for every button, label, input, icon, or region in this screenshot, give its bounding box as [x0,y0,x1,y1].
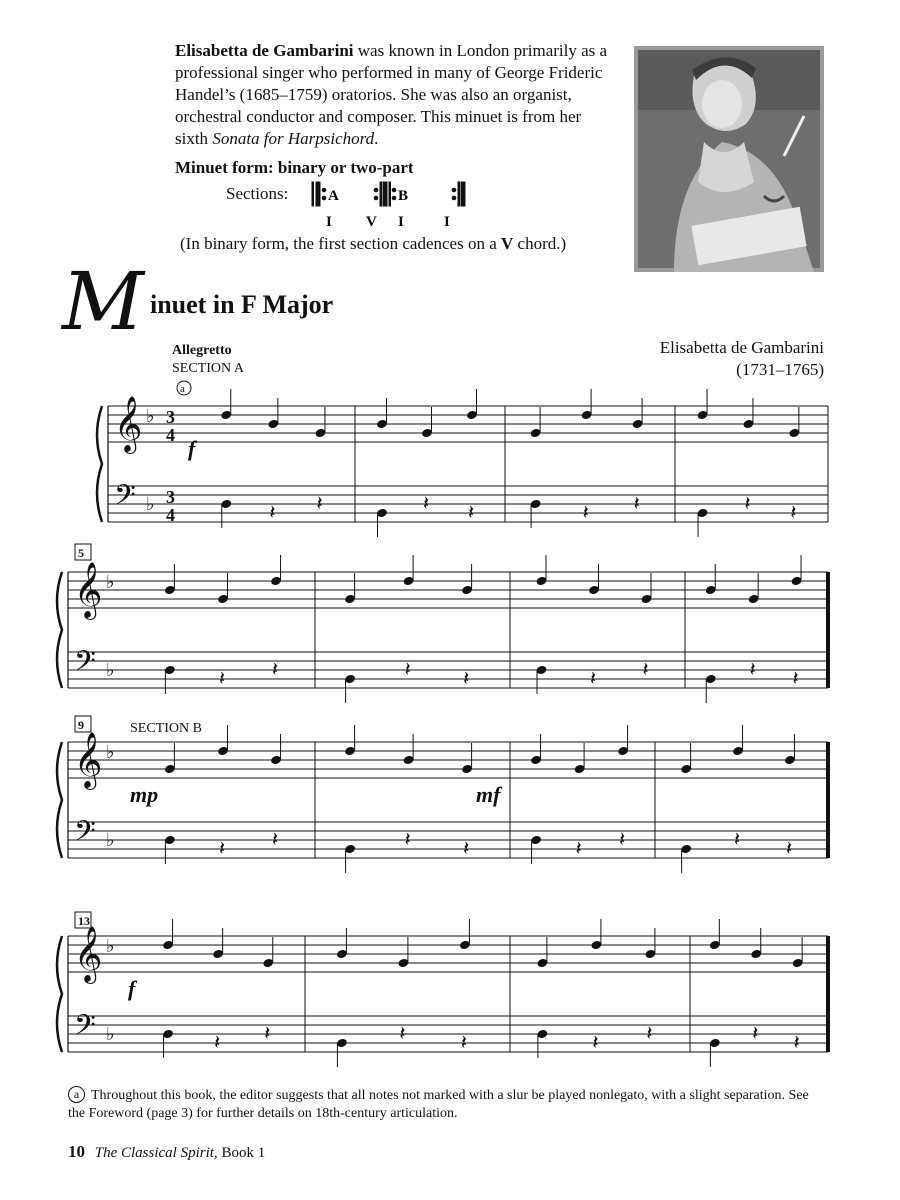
quarter-rest: 𝄽 [404,829,411,851]
quarter-rest: 𝄽 [218,668,226,690]
dynamic-f: f [188,436,196,461]
chord-3: I [398,214,404,228]
bass-clef: 𝄢 [74,1011,96,1048]
composer-credit-name: Elisabetta de Gambarini [659,338,824,357]
binary-note-chord: V [501,234,514,253]
bass-clef: 𝄢 [74,817,96,854]
composer-biography [175,40,615,150]
footnote [68,1086,828,1123]
quarter-rest: 𝄽 [582,502,589,524]
title-initial: M [62,255,144,348]
time-sig-top: 3 [166,407,175,427]
dynamic-f-2: f [128,976,136,1001]
tempo-marking: Allegretto [172,343,232,358]
chord-2: V [366,214,377,228]
dynamic-mp: mp [130,782,159,807]
time-sig-top-bass: 3 [166,487,175,507]
quarter-rest: 𝄽 [399,1023,406,1045]
bass-clef: 𝄢 [74,647,96,684]
quarter-rest: 𝄽 [734,829,741,851]
quarter-rest: 𝄽 [423,493,430,515]
brace [57,742,62,858]
quarter-rest: 𝄽 [404,659,411,681]
quarter-rest: 𝄽 [272,659,279,681]
repeat-start-thick [316,182,320,206]
flat-key-signature: ♭ [106,936,115,956]
treble-clef: 𝄞 [74,928,103,981]
quarter-rest: 𝄽 [752,1023,759,1045]
quarter-rest: 𝄽 [590,668,597,690]
treble-clef: 𝄞 [74,734,103,787]
book-title: The Classical Spirit, [94,1145,218,1161]
flat-key-signature: ♭ [106,572,115,592]
chord-4: I [444,214,450,228]
quarter-rest: 𝄽 [463,668,470,690]
quarter-rest: 𝄽 [575,838,582,860]
flat-key-signature: ♭ [106,742,115,762]
measure-number: 5 [78,546,84,560]
time-sig-bottom-bass: 4 [166,505,175,525]
brace [57,572,62,688]
quarter-rest: 𝄽 [749,659,756,681]
flat-key-signature: ♭ [106,830,115,850]
brace [57,936,62,1052]
quarter-rest: 𝄽 [642,659,649,681]
time-sig-bottom: 4 [166,425,175,445]
quarter-rest: 𝄽 [793,1032,800,1054]
quarter-rest: 𝄽 [463,838,470,860]
measure-number: 9 [78,718,84,732]
binary-form-diagram [310,180,470,228]
treble-clef: 𝄞 [114,398,143,451]
section-a-label: A [328,188,339,204]
quarter-rest: 𝄽 [744,493,751,515]
quarter-rest: 𝄽 [316,493,323,515]
bass-clef: 𝄢 [114,481,136,518]
title-rest: inuet in F Major [150,290,334,319]
composer-name: Elisabetta de Gambarini [175,41,354,60]
quarter-rest: 𝄽 [592,1032,599,1054]
book-number: Book 1 [221,1145,266,1161]
footnote-marker: a [68,1086,85,1103]
biography-end: . [374,129,379,148]
flat-key-signature: ♭ [106,660,115,680]
composer-portrait [634,46,824,272]
brace [97,406,102,522]
page-number: 10 [68,1142,85,1161]
footnote-text: Throughout this book, the editor suggests that all notes not marked with a slur be played nonlegato, with a slight separation. See the Foreword (page 3) for further details on 18th-century articulation. [68,1088,809,1121]
quarter-rest: 𝄽 [468,502,475,524]
repeat-start-thin [312,182,314,206]
quarter-rest: 𝄽 [272,829,279,851]
quarter-rest: 𝄽 [792,668,799,690]
quarter-rest: 𝄽 [646,1023,653,1045]
measure-number: 13 [78,914,90,928]
dynamic-mf: mf [476,782,501,807]
treble-clef: 𝄞 [74,564,103,617]
quarter-rest: 𝄽 [785,838,793,860]
flat-key-signature: ♭ [146,406,155,426]
quarter-rest: 𝄽 [214,1032,221,1054]
composer-credit [660,337,824,381]
flat-key-signature: ♭ [106,1024,115,1044]
binary-form-note [180,234,566,254]
footnote-circle-letter: a [180,383,185,395]
quarter-rest: 𝄽 [218,838,226,860]
section-b-heading: SECTION B [130,721,202,736]
quarter-rest: 𝄽 [619,829,626,851]
quarter-rest: 𝄽 [633,493,640,515]
sheet-music [0,380,900,1100]
biography-text: was known in London primarily as a professional singer who performed in many of George Frideric Handel’s (1685–1759) oratorios. She was also an organist, orchestral conductor and composer. This minuet is from her sixth [175,41,608,148]
quarter-rest: 𝄽 [264,1023,271,1045]
binary-note-end: chord.) [517,234,567,253]
quarter-rest: 𝄽 [269,502,276,524]
composer-dates: (1731–1765) [736,360,824,379]
flat-key-signature: ♭ [146,494,155,514]
piece-title [62,255,334,348]
page-footer [68,1142,265,1162]
section-b-label: B [398,188,409,204]
quarter-rest: 𝄽 [460,1032,468,1054]
quarter-rest: 𝄽 [790,502,797,524]
chord-1: I [326,214,332,228]
form-heading: Minuet form: binary or two-part [175,158,414,177]
sections-label: Sections: [226,184,289,203]
binary-note-start: (In binary form, the first section cadences on a [180,234,497,253]
section-a-heading: SECTION A [172,361,244,376]
work-title: Sonata for Harpsichord [212,129,375,148]
